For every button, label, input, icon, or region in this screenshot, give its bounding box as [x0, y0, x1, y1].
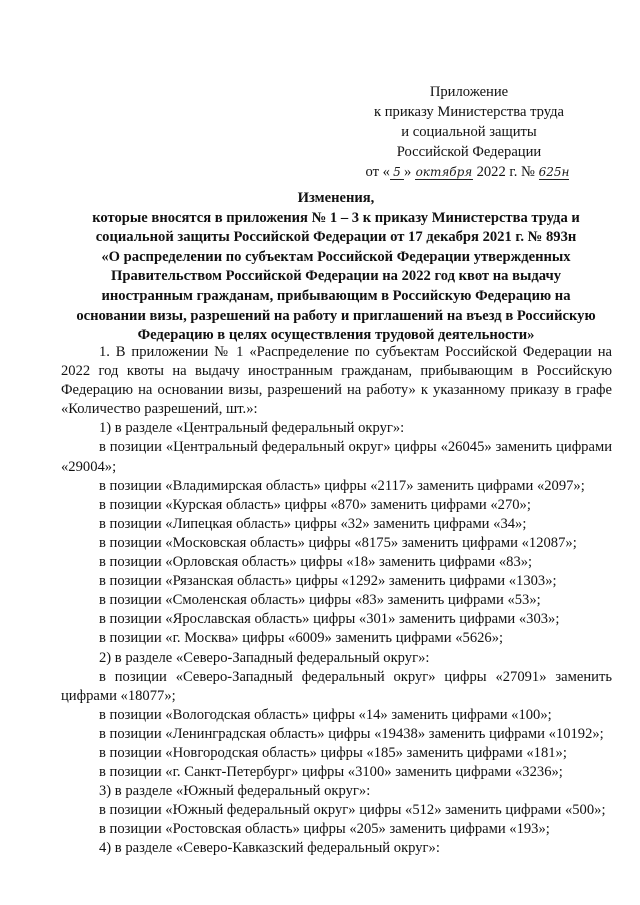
order-mid: »: [403, 164, 412, 180]
paragraph: в позиции «Курская область» цифры «870» заменить цифрами «270»;: [99, 496, 531, 513]
handwritten-month: октября: [415, 165, 473, 179]
paragraph: 2) в разделе «Северо-Западный федеральный округ»:: [99, 649, 430, 666]
handwritten-day: 5: [390, 165, 404, 180]
paragraph: в позиции «Центральный федеральный округ» цифры «26045» заменить цифрами «29004»;: [61, 439, 612, 475]
title-line: иностранным гражданам, прибывающим в Российскую Федерацию на: [101, 287, 571, 304]
paragraph: в позиции «Северо-Западный федеральный округ» цифры «27091» заменить цифрами «18077»;: [61, 668, 612, 704]
paragraph: в позиции «Смоленская область» цифры «83» заменить цифрами «53»;: [99, 592, 541, 609]
paragraph: 1. В приложении № 1 «Распределение по субъектам Российской Федерации на 2022 год квоты на выдачу иностранным гражданам, прибывающим в Российскую Федерацию на основании визы, разрешений на работу» к указанному приказу в графе «Количество разрешений, шт.»:: [61, 344, 612, 418]
handwritten-order-number: 625н: [538, 165, 570, 179]
paragraph: 4) в разделе «Северо-Кавказский федеральный округ»:: [99, 840, 440, 857]
paragraph: в позиции «Московская область» цифры «8175» заменить цифрами «12087»;: [99, 534, 577, 551]
paragraph: в позиции «Ленинградская область» цифры «19438» заменить цифрами «10192»;: [99, 725, 604, 742]
title-line: Федерацию в целях осуществления трудовой деятельности»: [137, 327, 535, 344]
paragraph: в позиции «Южный федеральный округ» цифры «512» заменить цифрами «500»;: [99, 802, 606, 819]
order-date-line: [342, 162, 593, 182]
title-line: Правительством Российской Федерации на 2022 год квот на выдачу: [111, 268, 561, 285]
paragraph: в позиции «Вологодская область» цифры «14» заменить цифрами «100»;: [99, 706, 552, 723]
paragraph: в позиции «Орловская область» цифры «18» заменить цифрами «83»;: [99, 554, 533, 571]
paragraph: 3) в разделе «Южный федеральный округ»:: [99, 783, 371, 800]
title-line: социальной защиты Российской Федерации от 17 декабря 2021 г. № 893н: [95, 229, 577, 246]
title-line: Изменения,: [297, 190, 375, 206]
order-prefix: от «: [365, 164, 390, 180]
paragraph: в позиции «Ярославская область» цифры «301» заменить цифрами «303»;: [99, 611, 560, 628]
paragraph: в позиции «Владимирская область» цифры «2117» заменить цифрами «2097»;: [99, 477, 585, 494]
document-body: [61, 343, 612, 859]
paragraph: в позиции «г. Москва» цифры «6009» заменить цифрами «5626»;: [99, 630, 504, 647]
paragraph: в позиции «г. Санкт-Петербург» цифры «3100» заменить цифрами «3236»;: [99, 764, 563, 781]
paragraph: в позиции «Рязанская область» цифры «1292» заменить цифрами «1303»;: [99, 573, 557, 590]
appendix-line: Приложение: [429, 84, 509, 100]
order-year: 2022 г. №: [476, 164, 535, 180]
title-line: которые вносятся в приложения № 1 – 3 к приказу Министерства труда и: [92, 209, 580, 226]
title-line: основании визы, разрешений на работу и приглашений на въезд в Российскую: [76, 307, 596, 324]
document-title: [58, 189, 614, 346]
appendix-line: и социальной защиты: [401, 124, 537, 140]
appendix-line: к приказу Министерства труда: [373, 104, 565, 120]
appendix-line: Российской Федерации: [396, 144, 542, 160]
title-line: «О распределении по субъектам Российской Федерации утвержденных: [101, 248, 571, 265]
paragraph: в позиции «Новгородская область» цифры «185» заменить цифрами «181»;: [99, 744, 567, 761]
paragraph: 1) в разделе «Центральный федеральный округ»:: [99, 420, 405, 437]
appendix-header: [345, 82, 593, 182]
paragraph: в позиции «Ростовская область» цифры «205» заменить цифрами «193»;: [99, 821, 550, 838]
paragraph: в позиции «Липецкая область» цифры «32» заменить цифрами «34»;: [99, 515, 527, 532]
